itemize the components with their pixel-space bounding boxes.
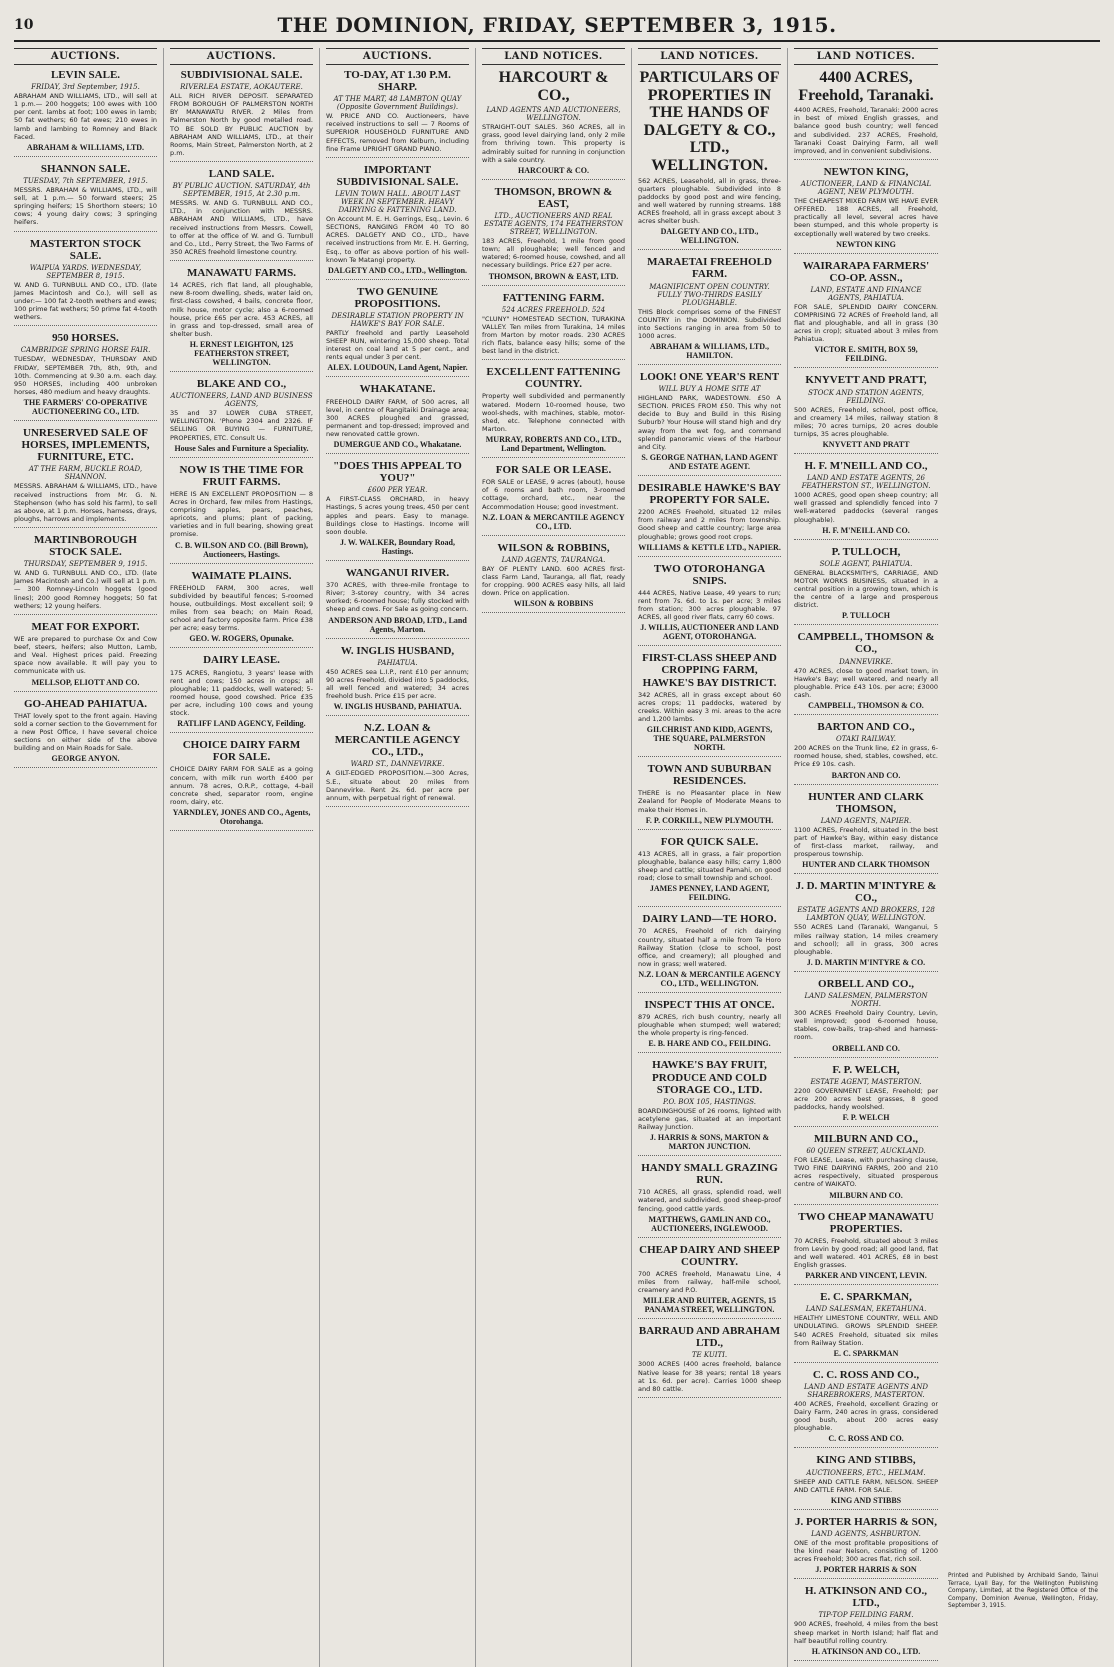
advertisement: [638, 371, 781, 476]
ad-title: DAIRY LAND—TE HORO.: [642, 913, 777, 926]
advertisement: [170, 267, 313, 372]
ad-title: F. P. WELCH,: [832, 1063, 900, 1076]
advertisement: [794, 1133, 938, 1205]
ad-title: KNYVETT AND PRATT,: [805, 374, 927, 387]
ad-title: SHANNON SALE.: [40, 162, 131, 175]
ad-agent: F. P. WELCH: [842, 1112, 890, 1122]
ad-agent: GILCHRIST AND KIDD, AGENTS, THE SQUARE, PALMERSTON NORTH.: [646, 725, 773, 753]
ad-agent: H. ERNEST LEIGHTON, 125 FEATHERSTON STREET, WELLINGTON.: [189, 340, 294, 368]
ad-title: TWO CHEAP MANAWATU PROPERTIES.: [798, 1210, 934, 1235]
ad-body: W. PRICE AND CO. Auctioneers, have received instructions to sell — 7 Rooms of SUPERIOR HOUSEHOLD FURNITURE AND EFFECTS, removed from Kelburn, including fine Frame UPRIGHT GRAND PIANO.: [326, 112, 469, 153]
ad-body: MESSRS. ABRAHAM & WILLIAMS, LTD., have received instructions from Mr. G. N. Stephenson (who has sold his farm), to sell as above, at 1 p.m. Horses, harness, drays, ploughs, harrows and implements.: [14, 482, 157, 523]
ad-subtitle: LAND AGENTS, NAPIER.: [820, 816, 912, 825]
ad-body: BOARDINGHOUSE of 26 rooms, lighted with acetylene gas, situated at an important Railway Junction.: [638, 1106, 781, 1131]
ad-subtitle: BY PUBLIC AUCTION. SATURDAY, 4th SEPTEMBER, 1915, At 2.30 p.m.: [172, 182, 311, 199]
columns-container: [14, 48, 1100, 1656]
ad-title: PARTICULARS OF PROPERTIES IN THE HANDS OF DALGETY & CO., LTD., WELLINGTON.: [639, 69, 780, 174]
ad-subtitle: DESIRABLE STATION PROPERTY IN HAWKE'S BAY FOR SALE.: [331, 311, 464, 328]
advertisement: [794, 166, 938, 254]
ad-body: PARTLY freehold and partly Leasehold SHEEP RUN, wintering 15,000 sheep. Total interest on coal land at 5 per cent., and rents equal under 3 per cent.: [326, 328, 469, 362]
ad-title: FATTENING FARM.: [502, 291, 605, 304]
ad-agent: House Sales and Furniture a Speciality.: [174, 443, 309, 453]
advertisement: [14, 238, 157, 327]
ad-agent: ANDERSON AND BROAD, LTD., Land Agents, Marton.: [328, 615, 467, 634]
ad-body: CHOICE DAIRY FARM FOR SALE as a going concern, with milk run worth £400 per annum. 78 acres, O.R.P., cottage, 4-bail concrete shed, separator room, engine room, dairy, etc.: [170, 765, 313, 806]
advertisement: [326, 286, 469, 378]
ad-subtitle: LAND AGENTS, ASHBURTON.: [811, 1529, 921, 1538]
advertisement: [170, 378, 313, 458]
ad-body: A FIRST-CLASS ORCHARD, in heavy Hastings, 5 acres young trees, 450 per cent apples and pears. Easy to manage. Buildings close to Hastings. Income will soon double.: [326, 495, 469, 536]
ad-subtitle: OTAKI RAILWAY.: [836, 735, 896, 744]
ad-body: 3000 ACRES (400 acres freehold, balance Native lease for 38 years; rental 18 years at 1s. 6d. per acre). Carries 1000 sheep and 80 cattle.: [638, 1360, 781, 1393]
ad-body: STRAIGHT-OUT SALES. 360 ACRES, all in grass, good level dairying land, only 2 mile from thriving town. This property is admirably suited for running in conjunction with a sale country.: [482, 123, 625, 164]
ad-subtitle: LAND, ESTATE AND FINANCE AGENTS, PAHIATUA.: [810, 285, 922, 302]
ad-agent: GEORGE ANYON.: [51, 754, 120, 764]
ad-body: WE are prepared to purchase Ox and Cow beef, steers, heifers; also Mutton, Lamb, and Veal. Highest prices paid. Freezing space now available. It will pay you to communicate with us.: [14, 634, 157, 676]
ad-body: 470 ACRES, close to good market town, in Hawke's Bay; well watered, and nearly all ploughable. Price £43 10s. per acre; £3000 cash.: [794, 666, 938, 699]
ad-body: 400 ACRES, Freehold, excellent Grazing or Dairy Farm, 240 acres in grass, considered good bush, about 200 acres easy ploughable.: [794, 1399, 938, 1433]
ad-agent: BARTON AND CO.: [831, 770, 901, 780]
advertisement: [482, 464, 625, 536]
ad-subtitle: LAND AND ESTATE AGENTS AND SHAREBROKERS, MASTERTON.: [804, 1382, 928, 1399]
ad-agent: E. B. HARE AND CO., FEILDING.: [648, 1039, 771, 1049]
ad-body: THE CHEAPEST MIXED FARM WE HAVE EVER OFFERED. 188 ACRES, all Freehold, practically all level, several acres have been stumped, and this whole property is exceptionally well watered by two creeks.: [794, 197, 938, 238]
ad-subtitle: STOCK AND STATION AGENTS, FEILDING.: [808, 388, 924, 405]
advertisement: [794, 1516, 938, 1579]
ad-title: SUBDIVISIONAL SALE.: [180, 69, 303, 81]
ad-body: HERE IS AN EXCELLENT PROPOSITION — 8 Acres in Orchard, few miles from Hastings, comprising apples, pears, peaches, apricots, and plums; plant of packing, varieties and in full bearing, showing great promise.: [170, 489, 313, 539]
ad-title: CHEAP DAIRY AND SHEEP COUNTRY.: [639, 1243, 780, 1268]
ad-body: On Account M. E. H. Gerrings, Esq., Levin. 6 SECTIONS, RANGING FROM 40 TO 80 ACRES. DALGETY AND CO., LTD., have received instructions from Mr. E. H. Gerring, Esq., to offer as above portion of his well-known Te Matangi property.: [326, 215, 469, 264]
ad-body: BAY OF PLENTY LAND. 600 ACRES first-class Farm Land, Tauranga, all flat, ready for cropping. 900 ACRES easy hills, all laid down. Price on application.: [482, 564, 625, 598]
ad-title: 4400 ACRES, Freehold, Taranaki.: [798, 69, 934, 104]
ad-subtitle: AUCTIONEER, LAND & FINANCIAL AGENT, NEW PLYMOUTH.: [800, 180, 932, 197]
ad-body: 1000 ACRES, good open sheep country; all well grassed and splendidly fenced into 7 well-watered paddocks (several ranges ploughable).: [794, 491, 938, 524]
ad-title: TWO GENUINE PROPOSITIONS.: [354, 285, 441, 310]
advertisement: [638, 1059, 781, 1156]
ad-title: INSPECT THIS AT ONCE.: [644, 999, 775, 1011]
advertisement: [170, 464, 313, 564]
ad-agent: MILBURN AND CO.: [829, 1190, 903, 1200]
ad-title: MARTINBOROUGH STOCK SALE.: [34, 534, 137, 559]
ad-agent: H. ATKINSON AND CO., LTD.: [811, 1646, 921, 1656]
ad-title: WAIMATE PLAINS.: [191, 569, 292, 582]
ad-title: CHOICE DAIRY FARM FOR SALE.: [182, 739, 301, 764]
ad-agent: DALGETY AND CO., LTD., WELLINGTON.: [660, 227, 759, 246]
imprint: Printed and Published by Archibald Sando, Tainui Terrace, Lyall Bay, for the Wellington Publishing Company, Limited, at the Registered Office of the Company, Dominion Avenue, Wellington, Friday, September 3, 1915.: [948, 1573, 1098, 1610]
ad-body: 500 ACRES, Freehold, school, post office, and creamery 14 miles, railway station 8 miles; 70 acres turnips, 20 acres double turnips, 35 acres ploughable.: [794, 405, 938, 438]
ad-title: MARAETAI FREEHOLD FARM.: [647, 256, 772, 281]
ad-body: 4400 ACRES, Freehold, Taranaki: 2000 acres in best of mixed English grasses, and balance good bush country; well fenced and subdivided. 237 ACRES, Freehold, Taranaki Coast Dairying Farm, all well improved, and in convenient subdivisions.: [794, 106, 938, 155]
ad-body: 700 ACRES freehold, Manawatu Line, 4 miles from railway, half-mile school, creamery and P.O.: [638, 1269, 781, 1295]
ad-title: TOWN AND SUBURBAN RESIDENCES.: [647, 763, 772, 788]
ad-agent: YARNDLEY, JONES AND CO., Agents, Otorohanga.: [172, 808, 311, 827]
advertisement: [638, 1162, 781, 1238]
ad-body: 2200 GOVERNMENT LEASE, Freehold; per acre 200 acres best grasses, 8 good paddocks, handy woolshed.: [794, 1086, 938, 1111]
ad-body: THERE is no Pleasanter place in New Zealand for People of Moderate Means to make their Homes in.: [638, 789, 781, 814]
ad-title: DESIRABLE HAWKE'S BAY PROPERTY FOR SALE.: [638, 481, 781, 507]
ad-body: 70 ACRES, Freehold, situated about 3 miles from Levin by good road; all good land, flat and well watered. 401 ACRES, £8 in best English grasses.: [794, 1236, 938, 1270]
advertisement: [14, 534, 157, 615]
advertisement: [638, 652, 781, 757]
advertisement: [794, 880, 938, 972]
column-header: AUCTIONS.: [170, 48, 313, 65]
advertisement: [638, 1244, 781, 1320]
ad-subtitle: LAND SALESMAN, EKETAHUNA.: [805, 1305, 927, 1314]
ad-subtitle: 524 ACRES FREEHOLD. 524: [501, 305, 606, 314]
ad-agent: J. D. MARTIN M'INTYRE & CO.: [806, 957, 926, 967]
ad-title: TO-DAY, AT 1.30 P.M. SHARP.: [344, 69, 451, 94]
ad-agent: MILLER AND RUITER, AGENTS, 15 PANAMA STREET, WELLINGTON.: [643, 1296, 776, 1315]
ad-agent: MURRAY, ROBERTS AND CO., LTD., Land Department, Wellington.: [485, 435, 622, 454]
ad-body: 183 ACRES, Freehold, 1 mile from good town; all ploughable; well fenced and watered; 6-roomed house, cowshed, and all necessary buildings. Price £27 per acre.: [482, 237, 625, 270]
advertisement: [638, 913, 781, 993]
ad-title: "DOES THIS APPEAL TO YOU?": [333, 460, 462, 485]
ad-agent: HARCOURT & CO.: [518, 165, 589, 175]
ad-title: BARRAUD AND ABRAHAM LTD.,: [638, 1325, 781, 1350]
column-2: [170, 48, 320, 1667]
advertisement: [482, 69, 625, 180]
column-3: [326, 48, 476, 1667]
ad-body: 450 ACRES sea L.I.P., rent £10 per annum; 90 acres Freehold, divided into 5 paddocks, all well fenced and watered; 34 acres freehold bush. Price £15 per acre.: [326, 667, 469, 701]
ad-subtitle: LTD., AUCTIONEERS AND REAL ESTATE AGENTS, 174 FEATHERSTON STREET, WELLINGTON.: [483, 212, 624, 236]
ad-subtitle: ESTATE AGENT, MASTERTON.: [810, 1077, 922, 1086]
ad-title: J. D. MARTIN M'INTYRE & CO.,: [795, 880, 937, 905]
ad-body: ABRAHAM AND WILLIAMS, LTD., will sell at 1 p.m.— 200 hoggets; 100 ewes with 100 per cent. lambs at foot; 100 ewes in lamb; 50 fat wethers; 60 fat ewes; 210 ewes in lamb and lambing to Romney and Black Faced.: [14, 92, 157, 141]
ad-agent: S. GEORGE NATHAN, LAND AGENT AND ESTATE AGENT.: [641, 452, 778, 471]
advertisement: [638, 999, 781, 1053]
advertisement: [794, 69, 938, 160]
ad-title: TWO OTOROHANGA SNIPS.: [653, 562, 766, 587]
ad-title: HANDY SMALL GRAZING RUN.: [641, 1162, 778, 1187]
ad-agent: HUNTER AND CLARK THOMSON: [802, 860, 930, 870]
advertisement: [794, 546, 938, 626]
advertisement: [326, 567, 469, 639]
ad-subtitle: £600 PER YEAR.: [367, 486, 428, 495]
advertisement: [794, 1291, 938, 1363]
ad-body: 710 ACRES, all grass, splendid road, well watered, and subdivided, good sheep-proof fencing, good cattle yards.: [638, 1188, 781, 1213]
ad-body: FOR SALE or LEASE, 9 acres (about), house of 6 rooms and bath room, 3-roomed cottage, orchard, etc., near the Accommodation House; good investment.: [482, 478, 625, 511]
ad-subtitle: TE KUITI.: [691, 1351, 728, 1360]
ad-body: W. AND G. TURNBULL AND CO., LTD. (late James Macintosh and Co.), will sell as under:— 100 fat 2-tooth wethers and ewes; 100 prime fat wethers; 50 prime fat 4-tooth wethers.: [14, 280, 157, 322]
ad-agent: MATTHEWS, GAMLIN AND CO., AUCTIONEERS, INGLEWOOD.: [648, 1214, 771, 1233]
ad-body: 70 ACRES, Freehold of rich dairying country, situated half a mile from Te Horo Railway Station (close to school, post office, and creamery); all ploughed and now in grass; well watered.: [638, 927, 781, 968]
advertisement: [794, 260, 938, 369]
column-header: LAND NOTICES.: [638, 48, 781, 65]
ad-body: ONE of the most profitable propositions of the kind near Nelson, consisting of 1200 acres Freehold; 300 acres flat, rich soil.: [794, 1538, 938, 1564]
ad-body: GENERAL BLACKSMITH'S, CARRIAGE, AND MOTOR WORKS BUSINESS, situated in a central position in a growing town, which is the centre of a large and prosperous district.: [794, 568, 938, 610]
ad-body: "CLUNY" HOMESTEAD SECTION, TURAKINA VALLEY. Ten miles from Turakina, 14 miles from Marton by motor roads. 230 ACRES rich flats, balance easy hills; some of the best land in the district.: [482, 314, 625, 356]
ad-body: 550 ACRES Land (Taranaki, Wanganui, 5 miles railway station, 14 miles creamery and school); all in grass, 300 acres ploughable.: [794, 923, 938, 956]
ad-title: MILBURN AND CO.,: [814, 1132, 918, 1145]
ad-title: WAIRARAPA FARMERS' CO-OP. ASSN.,: [802, 259, 930, 284]
ad-subtitle: FRIDAY, 3rd September, 1915.: [31, 83, 140, 92]
advertisement: [482, 292, 625, 361]
ad-subtitle: SOLE AGENT, PAHIATUA.: [819, 559, 913, 568]
advertisement: [794, 631, 938, 715]
ad-subtitle: AT THE MART, 48 LAMBTON QUAY (Opposite Government Buildings).: [333, 95, 462, 112]
ad-body: ALL RICH RIVER DEPOSIT. SEPARATED FROM BOROUGH OF PALMERSTON NORTH BY MANAWATU RIVER. 2 Miles from Palmerston North by good metalled road. TO BE SOLD BY PUBLIC AUCTION by ABRAHAM AND WILLIAMS, LTD., at their Rooms, Main Street, Palmerston North, at 2 p.m.: [170, 92, 313, 157]
ad-body: THAT lovely spot to the front again. Having sold a corner section to the Government for a new Post Office, I have several choice sections on either side of the above building and on Main Roads for Sale.: [14, 711, 157, 753]
column-6: [794, 48, 944, 1667]
ad-body: THIS Block comprises some of the FINEST COUNTRY in the DOMINION. Subdivided into Sections ranging in area from 50 to 1000 acres.: [638, 307, 781, 340]
ad-title: MASTERTON STOCK SALE.: [29, 237, 142, 262]
ad-subtitle: 60 QUEEN STREET, AUCKLAND.: [806, 1147, 926, 1156]
ad-subtitle: AUCTIONEERS, LAND AND BUSINESS AGENTS,: [170, 392, 313, 409]
ad-title: ORBELL AND CO.,: [818, 977, 914, 990]
ad-agent: N.Z. LOAN & MERCANTILE AGENCY CO., LTD.: [482, 512, 625, 531]
column-header: LAND NOTICES.: [482, 48, 625, 65]
advertisement: [638, 1325, 781, 1398]
advertisement: [638, 482, 781, 557]
ad-agent: VICTOR E. SMITH, BOX 59, FEILDING.: [814, 345, 918, 364]
ad-title: LEVIN SALE.: [50, 69, 121, 81]
ad-agent: N.Z. LOAN & MERCANTILE AGENCY CO., LTD., WELLINGTON.: [638, 970, 781, 988]
column-4: [482, 48, 632, 1667]
ad-subtitle: PAHIATUA.: [377, 658, 418, 667]
ad-subtitle: THURSDAY, SEPTEMBER 9, 1915.: [23, 560, 148, 569]
ad-agent: DUMERGUE AND CO., Whakatane.: [333, 440, 462, 450]
ad-subtitle: LAND AGENTS AND AUCTIONEERS, WELLINGTON.: [486, 106, 621, 123]
ad-body: FREEHOLD FARM, 300 acres, well subdivided by beautiful fences; 5-roomed house, outbuildings. Most excellent soil; 9 miles from sea beach; on Main Road, school and factory opposite farm. Price £38 per acre; easy terms.: [170, 583, 313, 633]
ad-title: P. TULLOCH,: [831, 545, 901, 558]
ad-subtitle: AT THE FARM, BUCKLE ROAD, SHANNON.: [28, 465, 143, 482]
ad-subtitle: TUESDAY, 7th SEPTEMBER, 1915.: [23, 176, 148, 185]
advertisement: [170, 168, 313, 261]
ad-title: NOW IS THE TIME FOR FRUIT FARMS.: [179, 463, 304, 488]
ad-title: J. PORTER HARRIS & SON,: [794, 1515, 938, 1528]
ad-agent: WILSON & ROBBINS: [513, 599, 594, 609]
ad-subtitle: ESTATE AGENTS AND BROKERS, 128 LAMBTON QUAY, WELLINGTON.: [797, 906, 935, 923]
ad-body: 35 and 37 LOWER CUBA STREET, WELLINGTON. 'Phone 2304 and 2326. IF SELLING OR BUYING — FURNITURE, PROPERTIES, ETC. Consult Us.: [170, 409, 313, 442]
ad-title: NEWTON KING,: [823, 165, 909, 178]
ad-title: IMPORTANT SUBDIVISIONAL SALE.: [336, 163, 459, 188]
ad-title: H. ATKINSON AND CO., LTD.,: [804, 1585, 928, 1610]
ad-agent: JAMES PENNEY, LAND AGENT, FEILDING.: [649, 884, 770, 903]
ad-body: FREEHOLD DAIRY FARM, of 500 acres, all level, in centre of Rangitaiki Drainage area; 300 ACRES ploughed and grassed, permanent and top-dressed; improved and new renovated cattle grown.: [326, 397, 469, 439]
ad-body: MESSRS. W. AND G. TURNBULL AND CO., LTD., in conjunction with MESSRS. ABRAHAM AND WILLIAMS, LTD., have received instructions from Messrs. Cowell, to offer at the office of W. and G. Turnbull and Co., Ltd., Perry Street, the Two Farms of 350 ACRES freehold limestone country.: [170, 199, 313, 256]
advertisement: [638, 256, 781, 365]
ad-agent: CAMPBELL, THOMSON & CO.: [808, 701, 924, 711]
ad-agent: KNYVETT AND PRATT: [822, 440, 910, 450]
ad-agent: C. B. WILSON AND CO. (Bill Brown), Auctioneers, Hastings.: [174, 540, 309, 559]
advertisement: [326, 164, 469, 280]
advertisement: [794, 1064, 938, 1127]
advertisement: [170, 739, 313, 831]
ad-body: 879 ACRES, rich bush country, nearly all ploughable when stumped; well watered; the whole property is ring-fenced.: [638, 1013, 781, 1038]
advertisement: [482, 186, 625, 286]
ad-agent: MELLSOP, ELIOTT AND CO.: [31, 677, 140, 687]
ad-subtitle: LAND AND ESTATE AGENTS, 26 FEATHERSTON ST., WELLINGTON.: [801, 474, 931, 491]
ad-title: W. INGLIS HUSBAND,: [340, 644, 455, 657]
ad-agent: J. HARRIS & SONS, MARTON & MARTON JUNCTION.: [649, 1133, 770, 1152]
ad-body: 175 ACRES, Rangiotu, 3 years' lease with rent and cows; 150 acres in crops; all ploughable; 11 paddocks, well watered; 5-roomed house, good cowshed. Price £35 per acre, including 100 cows and young stock.: [170, 668, 313, 718]
ad-agent: ALEX. LOUDOUN, Land Agent, Napier.: [327, 363, 468, 373]
ad-subtitle: TIP-TOP FEILDING FARM.: [818, 1611, 914, 1620]
ad-agent: J. WILLIS, AUCTIONEER AND LAND AGENT, OTOROHANGA.: [640, 623, 779, 642]
ad-agent: KING AND STIBBS: [830, 1495, 902, 1505]
advertisement: [794, 1369, 938, 1449]
ad-body: 200 ACRES on the Trunk line, £2 in grass, 6-roomed house, shed, stables, cowshed, etc. Price £9 10s. cash.: [794, 744, 938, 769]
ad-agent: E. C. SPARKMAN: [833, 1348, 899, 1358]
ad-body: 562 ACRES, Leasehold, all in grass, three-quarters ploughable. Subdivided into 8 paddocks by good post and wire fencing, and well watered by running streams. 188 ACRES freehold, all in grass except about 3 acres shelter bush.: [638, 176, 781, 226]
ad-subtitle: AUCTIONEERS, ETC., HELMAM.: [806, 1468, 926, 1477]
ad-body: SHEEP AND CATTLE FARM, NELSON. SHEEP AND CATTLE FARM. FOR SALE.: [794, 1477, 938, 1494]
ad-title: FOR QUICK SALE.: [660, 835, 759, 848]
ad-agent: NEWTON KING: [836, 239, 896, 249]
ad-title: HUNTER AND CLARK THOMSON,: [808, 790, 924, 815]
ad-body: 900 ACRES, freehold, 4 miles from the best sheep market in North Island; half flat and half beautiful rolling country.: [794, 1620, 938, 1645]
advertisement: [794, 1211, 938, 1286]
ad-subtitle: LEVIN TOWN HALL. ABOUT LAST WEEK IN SEPTEMBER. HEAVY DAIRYING & FATTENING LAND.: [335, 190, 460, 214]
ad-body: FOR LEASE, Lease, with purchasing clause, TWO FINE DAIRYING FARMS, 200 and 210 acres respectively, situated prosperous centre of WAIKATO.: [794, 1156, 938, 1189]
advertisement: [638, 836, 781, 908]
ad-agent: ORBELL AND CO.: [832, 1043, 900, 1053]
ad-agent: ABRAHAM & WILLIAMS, LTD., HAMILTON.: [649, 342, 770, 360]
ad-agent: J. W. WALKER, Boundary Road, Hastings.: [340, 537, 455, 556]
ad-title: FOR SALE OR LEASE.: [495, 464, 612, 477]
ad-agent: GEO. W. ROGERS, Opunake.: [189, 634, 294, 644]
advertisement: [794, 374, 938, 454]
ad-body: 444 ACRES, Native Lease, 49 years to run; rent from 7s. 6d. to 1s. per acre; 3 miles from station; 300 acres ploughable. 97 ACRES, all good river flats, carry 60 cows.: [638, 588, 781, 622]
advertisement: [326, 69, 469, 158]
advertisement: [638, 563, 781, 647]
advertisement: [638, 69, 781, 250]
ad-title: DAIRY LEASE.: [203, 654, 280, 667]
ad-title: BLAKE AND CO.,: [196, 378, 287, 391]
page-number: 10: [14, 17, 34, 33]
ad-title: C. C. ROSS AND CO.,: [812, 1368, 920, 1381]
ad-title: N.Z. LOAN & MERCANTILE AGENCY CO., LTD.,: [334, 722, 461, 759]
advertisement: [14, 332, 157, 421]
advertisement: [794, 791, 938, 875]
ad-title: MEAT FOR EXPORT.: [31, 620, 140, 633]
ad-title: E. C. SPARKMAN,: [820, 1291, 912, 1304]
advertisement: [14, 621, 157, 692]
advertisement: [170, 654, 313, 733]
ad-body: 14 ACRES, rich flat land, all ploughable, new 8-room dwelling, sheds, water laid on, first-class cowshed, 4 bails, concrete floor, milk house, motor cycle; also a 6-roomed house, price £65 per acre. 453 ACRES, all in grass and top-dressed, small area of shelter bush.: [170, 281, 313, 338]
ad-subtitle: WILL BUY A HOME SITE AT: [658, 385, 761, 394]
ad-title: LAND SALE.: [208, 168, 275, 181]
column-header: LAND NOTICES.: [794, 48, 938, 65]
ad-agent: RATLIFF LAND AGENCY, Feilding.: [177, 719, 306, 729]
ad-subtitle: DANNEVIRKE.: [839, 657, 893, 666]
newspaper-title: THE DOMINION, FRIDAY, SEPTEMBER 3, 1915.: [277, 13, 837, 37]
advertisement: [326, 722, 469, 807]
advertisement: [14, 698, 157, 769]
ad-body: HIGHLAND PARK, WADESTOWN. £50 A SECTION. PRICES FROM £50. This why not decide to Buy and Build in this Rising Suburb? Your House will stand high and dry away from the wet fog, and command splendid panoramic views of the Harbour and City.: [638, 394, 781, 451]
ad-agent: H. F. M'NEILL AND CO.: [822, 525, 910, 535]
ad-body: 413 ACRES, all in grass, a fair proportion ploughable, balance easy hills; carry 1,800 sheep and cattle; situated Pamahi, on good road; close to small township and school.: [638, 849, 781, 883]
advertisement: [326, 460, 469, 561]
advertisement: [794, 1585, 938, 1661]
ad-title: WHAKATANE.: [359, 383, 436, 396]
ad-agent: WILLIAMS & KETTLE LTD., NAPIER.: [638, 542, 781, 552]
ad-body: Property well subdivided and permanently watered. Modern 10-roomed house, two wool-sheds, with machines, stable, motor-shed, etc. Telephone connected with Marton.: [482, 392, 625, 433]
ad-title: MANAWATU FARMS.: [187, 267, 296, 280]
advertisement: [794, 978, 938, 1058]
ad-title: 950 HORSES.: [52, 332, 119, 345]
ad-body: HEALTHY LIMESTONE COUNTRY, WELL AND UNDULATING. GROWS SPLENDID SHEEP. 540 ACRES Freehold, situated six miles from Railway Station.: [794, 1314, 938, 1347]
ad-subtitle: P.O. BOX 105, HASTINGS.: [662, 1097, 757, 1106]
ad-agent: THOMSON, BROWN & EAST, LTD.: [488, 271, 619, 281]
ad-body: TUESDAY, WEDNESDAY, THURSDAY AND FRIDAY, SEPTEMBER 7th, 8th, 9th, and 10th. Commencing at 9.30 a.m. each day. 950 HORSES, including 400 unbroken horses, 480 medium and heavy draughts.: [14, 355, 157, 396]
ad-agent: W. INGLIS HUSBAND, PAHIATUA.: [333, 702, 462, 712]
advertisement: [170, 570, 313, 649]
advertisement: [326, 645, 469, 717]
ad-agent: DALGETY AND CO., LTD., Wellington.: [327, 265, 468, 275]
advertisement: [794, 460, 938, 540]
ad-agent: F. P. CORKILL, NEW PLYMOUTH.: [645, 815, 774, 825]
advertisement: [482, 366, 625, 458]
ad-agent: ABRAHAM & WILLIAMS, LTD.: [26, 142, 145, 152]
ad-subtitle: CAMBRIDGE SPRING HORSE FAIR.: [20, 346, 151, 355]
ad-subtitle: WARD ST., DANNEVIRKE.: [350, 760, 445, 769]
ad-title: UNRESERVED SALE OF HORSES, IMPLEMENTS, FURNITURE, ETC.: [21, 427, 150, 464]
advertisement: [14, 427, 157, 528]
ad-title: GO-AHEAD PAHIATUA.: [23, 697, 148, 710]
ad-body: A GILT-EDGED PROPOSITION.—300 Acres, S.E., situate about 20 miles from Dannevirke. Rent 2s. 6d. per acre per annum, with perpetual right of renewal.: [326, 769, 469, 802]
ad-title: HARCOURT & CO.,: [498, 69, 609, 104]
advertisement: [638, 763, 781, 830]
ad-body: MESSRS. ABRAHAM & WILLIAMS, LTD., will sell, at 1 p.m.— 50 forward steers; 25 springing heifers; 15 Shorthorn steers; 10 cows; 4 young dairy cows; 3 springing heifers.: [14, 185, 157, 227]
ad-body: 342 ACRES, all in grass except about 60 acres crops; 11 paddocks, watered by creeks. Within easy 3 mi. areas to the acre and 1,200 lambs.: [638, 690, 781, 723]
advertisement: [14, 163, 157, 232]
advertisement: [482, 542, 625, 614]
advertisement: [14, 69, 157, 157]
ad-title: BARTON AND CO.,: [817, 721, 915, 734]
advertisement: [794, 1454, 938, 1509]
ad-title: WILSON & ROBBINS,: [497, 541, 610, 554]
advertisement: [326, 383, 469, 454]
ad-title: FIRST-CLASS SHEEP AND CROPPING FARM, HAWKE'S BAY DISTRICT.: [642, 652, 777, 689]
ad-body: W. AND G. TURNBULL AND CO., LTD. (late James Macintosh and Co.) will sell at 1 p.m.— 300 Romney-Lincoln hoggets (good lines); 200 good Romney hoggets; 50 fat wethers; 12 young heifers.: [14, 569, 157, 610]
ad-subtitle: LAND SALESMEN, PALMERSTON NORTH.: [804, 992, 928, 1008]
ad-title: KING AND STIBBS,: [816, 1454, 916, 1467]
ad-body: 2200 ACRES Freehold, situated 12 miles from railway and 2 miles from township. Good sheep and cattle country; large area ploughable; grows good root crops.: [638, 508, 781, 541]
ad-title: LOOK! ONE YEAR'S RENT: [639, 371, 780, 383]
advertisement: [794, 721, 938, 784]
ad-title: WANGANUI RIVER.: [345, 566, 450, 579]
ad-title: H. F. M'NEILL AND CO.,: [804, 460, 928, 473]
column-header: AUCTIONS.: [326, 48, 469, 65]
column-1: [14, 48, 164, 1667]
ad-title: THOMSON, BROWN & EAST,: [494, 185, 613, 210]
ad-title: CAMPBELL, THOMSON & CO.,: [797, 631, 935, 656]
ad-title: HAWKE'S BAY FRUIT, PRODUCE AND COLD STORAGE CO., LTD.: [652, 1059, 767, 1096]
column-5: [638, 48, 788, 1667]
ad-agent: P. TULLOCH: [841, 611, 890, 621]
ad-body: 300 ACRES Freehold Dairy Country, Levin, well improved; good 6-roomed house, stables, cow-bails, trap-shed and harness-room.: [794, 1009, 938, 1042]
column-header: AUCTIONS.: [14, 48, 157, 65]
ad-subtitle: LAND AGENTS, TAURANGA.: [501, 555, 606, 564]
ad-title: EXCELLENT FATTENING COUNTRY.: [486, 366, 621, 391]
ad-body: 370 ACRES, with three-mile frontage to River; 3-storey country, with 34 acres worked; 6-roomed house; fully stocked with sheep and cows. For Sale as going concern.: [326, 581, 469, 614]
ad-subtitle: RIVERLEA ESTATE, AOKAUTERE.: [180, 83, 303, 92]
masthead: [14, 10, 1100, 42]
ad-body: FOR SALE, SPLENDID DAIRY CONCERN. COMPRISING 72 ACRES of Freehold land, all flat and ploughable, and all in grass (30 acres in crop); situated about 3 miles from Pahiatua.: [794, 302, 938, 344]
ad-subtitle: MAGNIFICENT OPEN COUNTRY. FULLY TWO-THIRDS EASILY PLOUGHABLE.: [649, 282, 770, 307]
ad-agent: PARKER AND VINCENT, LEVIN.: [805, 1271, 927, 1281]
ad-agent: THE FARMERS' CO-OPERATIVE AUCTIONEERING CO., LTD.: [23, 398, 148, 417]
ad-agent: C. C. ROSS AND CO.: [828, 1434, 904, 1444]
ad-body: 1100 ACRES, Freehold, situated in the best part of Hawke's Bay, within easy distance of first-class market, railway, and prosperous township.: [794, 825, 938, 859]
ad-agent: J. PORTER HARRIS & SON: [815, 1565, 917, 1575]
ad-subtitle: WAIPUA YARDS. WEDNESDAY, SEPTEMBER 8, 1915.: [29, 263, 142, 280]
advertisement: [170, 69, 313, 162]
